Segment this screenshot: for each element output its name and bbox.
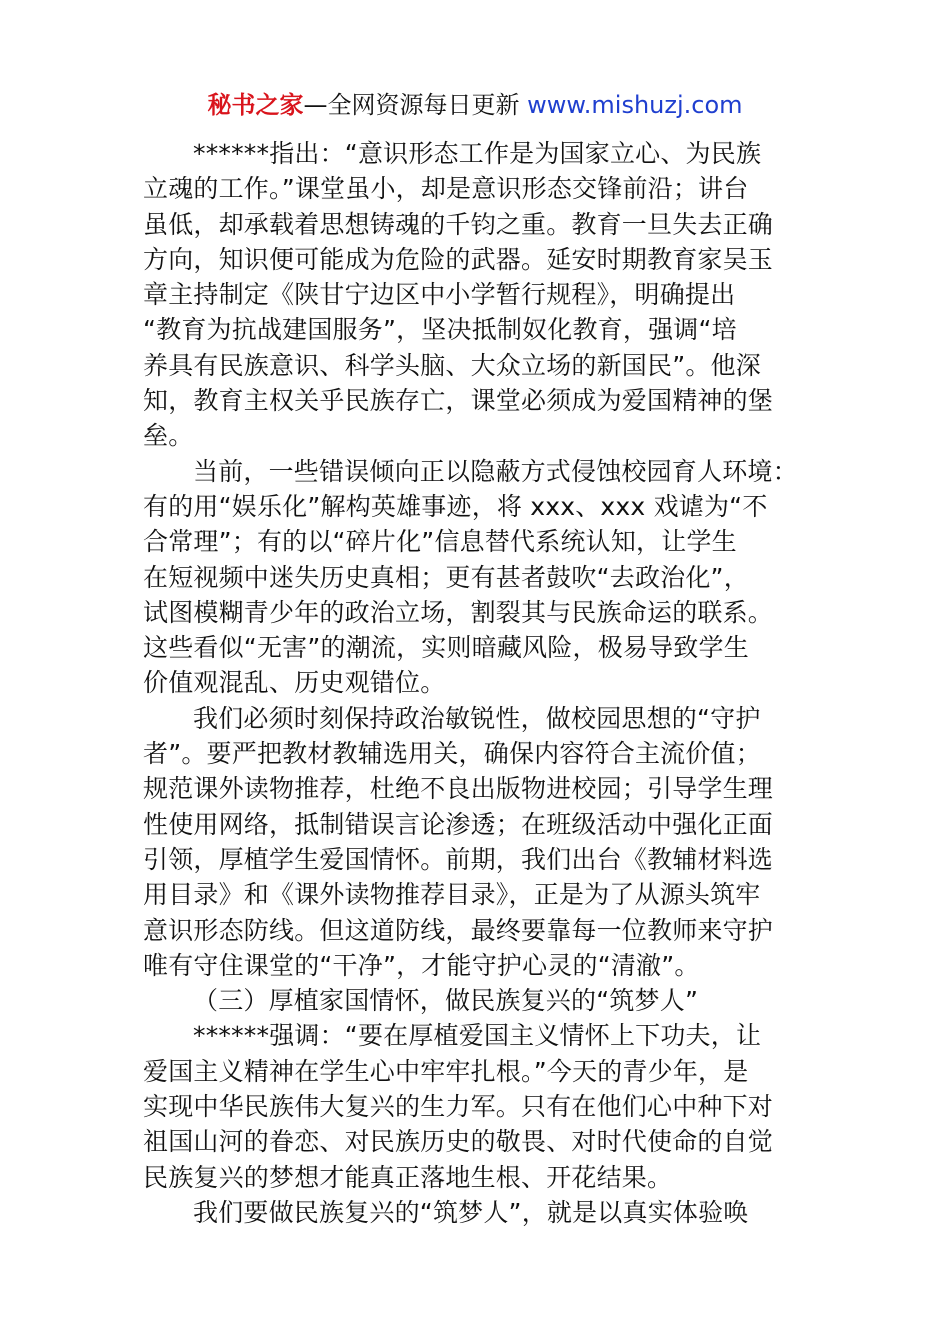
paragraph-4-line: 爱国主义精神在学生心中牢牢扎根。”今天的青少年，是: [143, 1056, 749, 1086]
paragraph-2-line: 有的用“娱乐化”解构英雄事迹，将 xxx、xxx 戏谑为“不: [143, 491, 768, 521]
paragraph-3-line: 意识形态防线。但这道防线，最终要靠每一位教师来守护: [143, 915, 774, 945]
paragraph-1-line: 养具有民族意识、科学头脑、大众立场的新国民”。他深: [143, 350, 761, 380]
site-tagline: —全网资源每日更新: [303, 91, 520, 119]
paragraph-1-line: 知，教育主权关乎民族存亡，课堂必须成为爱国精神的堡: [143, 386, 774, 416]
site-url-link[interactable]: www.mishuzj.com: [527, 91, 743, 119]
paragraph-5-line: 我们要做民族复兴的“筑梦人”，就是以真实体验唤: [193, 1197, 749, 1227]
paragraph-2-line: 这些看似“无害”的潮流，实则暗藏风险，极易导致学生: [143, 633, 749, 663]
paragraph-3-line: 引领，厚植学生爱国情怀。前期，我们出台《教辅材料选: [143, 844, 774, 874]
paragraph-3-line: 唯有守住课堂的“干净”，才能守护心灵的“清澈”。: [143, 950, 700, 980]
paragraph-3-line: 用目录》和《课外读物推荐目录》，正是为了从源头筑牢: [143, 880, 761, 910]
paragraph-2-line: 当前，一些错误倾向正以隐蔽方式侵蚀校园育人环境：: [193, 456, 798, 486]
paragraph-2-line: 价值观混乱、历史观错位。: [143, 668, 446, 698]
paragraph-1-line: 垒。: [143, 421, 194, 451]
paragraph-3-line: 性使用网络，抵制错误言论渗透；在班级活动中强化正面: [143, 809, 774, 839]
paragraph-1-line: 立魂的工作。”课堂虽小，却是意识形态交锋前沿；讲台: [143, 174, 749, 204]
paragraph-3-line: 者”。要严把教材教辅选用关，确保内容符合主流价值；: [143, 739, 761, 769]
paragraph-4-line: 实现中华民族伟大复兴的生力军。只有在他们心中种下对: [143, 1092, 774, 1122]
paragraph-3-line: 规范课外读物推荐，杜绝不良出版物进校园；引导学生理: [143, 774, 774, 804]
site-brand: 秘书之家: [207, 91, 304, 119]
site-header: [0, 88, 950, 122]
paragraph-1-line: 章主持制定《陕甘宁边区中小学暂行规程》，明确提出: [143, 280, 736, 310]
paragraph-4-line: 祖国山河的眷恋、对民族历史的敬畏、对时代使命的自觉: [143, 1127, 774, 1157]
paragraph-2-line: 试图模糊青少年的政治立场，割裂其与民族命运的联系。: [143, 597, 774, 627]
paragraph-4-line: ******强调：“要在厚植爱国主义情怀上下功夫，让: [193, 1021, 762, 1051]
paragraph-1-line: ******指出：“意识形态工作是为国家立心、为民族: [193, 139, 762, 168]
paragraph-3-line: 我们必须时刻保持政治敏锐性，做校园思想的“守护: [193, 703, 761, 733]
paragraph-4-line: 民族复兴的梦想才能真正落地生根、开花结果。: [143, 1162, 673, 1192]
section-heading: （三）厚植家国情怀，做民族复兴的“筑梦人”: [193, 986, 699, 1016]
paragraph-1-line: 方向，知识便可能成为危险的武器。延安时期教育家吴玉: [143, 244, 774, 274]
paragraph-2-line: 在短视频中迷失历史真相；更有甚者鼓吹“去政治化”，: [143, 562, 749, 592]
paragraph-1-line: “教育为抗战建国服务”，坚决抵制奴化教育，强调“培: [143, 315, 737, 345]
paragraph-2-line: 合常理”；有的以“碎片化”信息替代系统认知，让学生: [143, 527, 737, 557]
document-body: [143, 136, 808, 1230]
paragraph-1-line: 虽低，却承载着思想铸魂的千钧之重。教育一旦失去正确: [143, 209, 774, 239]
